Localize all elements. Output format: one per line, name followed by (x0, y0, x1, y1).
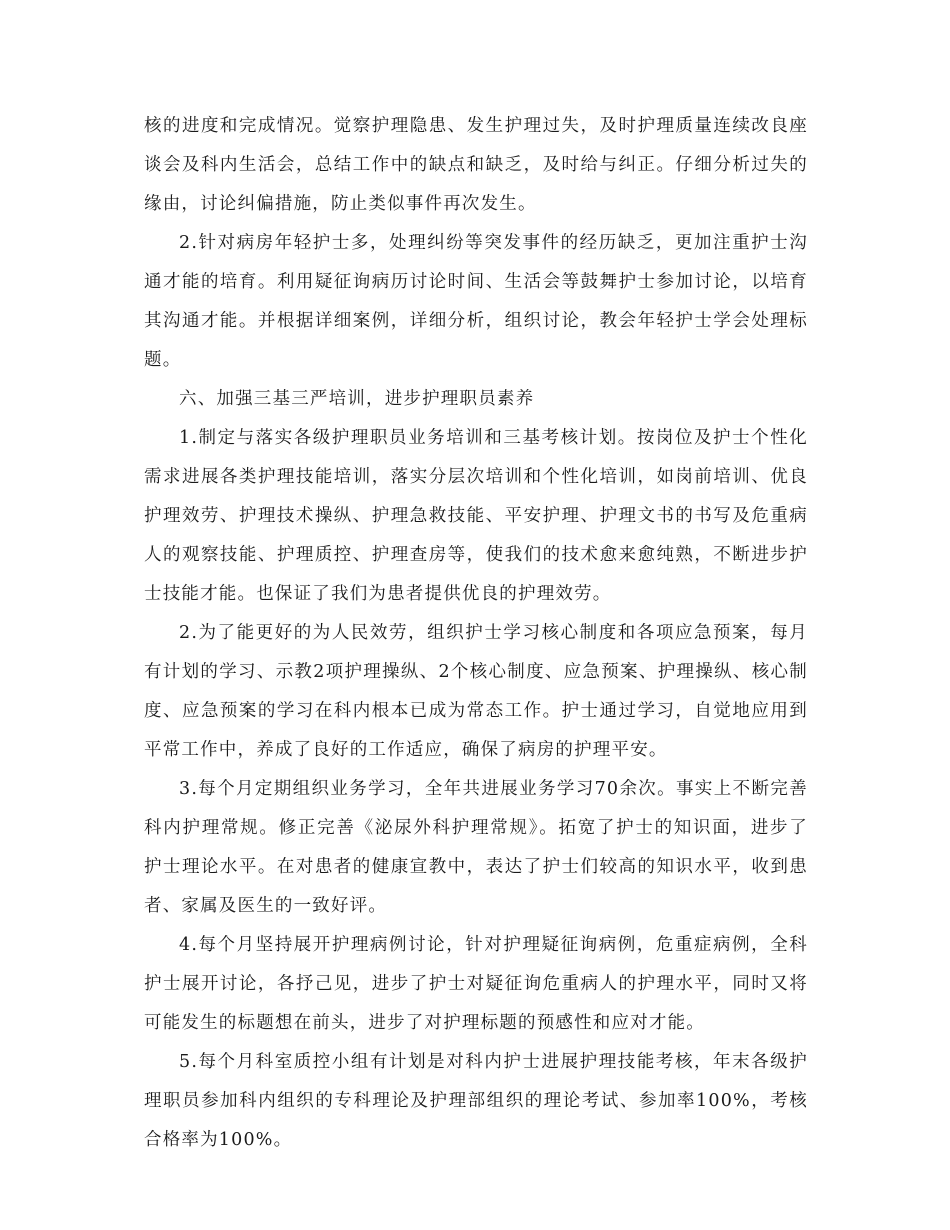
paragraph-item-3-business-study: 3.每个月定期组织业务学习，全年共进展业务学习70余次。事实上不断完善科内护理常规。修正完善《泌尿外科护理常规》。拓宽了护士的知识面，进步了护士理论水平。在对患者的健康宣教中，表达了护士们较高的知识水平，收到患者、家属及医生的一致好评。 (144, 779, 808, 916)
section-heading-six: 六、加强三基三严培训，进步护理职员素养 (179, 389, 535, 409)
paragraph-continuation: 核的进度和完成情况。觉察护理隐患、发生护理过失，及时护理质量连续改良座谈会及科内生活会，总结工作中的缺点和缺乏，及时给与纠正。仔细分析过失的缘由，讨论纠偏措施，防止类似事件再次发生。 (144, 116, 808, 214)
paragraph-item-1-training: 1.制定与落实各级护理职员业务培训和三基考核计划。按岗位及护士个性化需求进展各类护理技能培训，落实分层次培训和个性化培训，如岗前培训、优良护理效劳、护理技术操纵、护理急救技能、平安护理、护理文书的书写及危重病人的观察技能、护理质控、护理查房等，使我们的技术愈来愈纯熟，不断进步护士技能才能。也保证了我们为患者提供优良的护理效劳。 (144, 428, 808, 604)
paragraph-item-5-assessment: 5.每个月科室质控小组有计划是对科内护士进展护理技能考核，年末各级护理职员参加科内组织的专科理论及护理部组织的理论考试、参加率100%，考核合格率为100%。 (144, 1052, 808, 1150)
paragraph-item-2-communication: 2.针对病房年轻护士多，处理纠纷等突发事件的经历缺乏，更加注重护士沟通才能的培育。利用疑征询病历讨论时间、生活会等鼓舞护士参加讨论，以培育其沟通才能。并根据详细案例，详细分析，组织讨论，教会年轻护士学会处理标题。 (144, 233, 808, 370)
paragraph-item-4-case-discussion: 4.每个月坚持展开护理病例讨论，针对护理疑征询病例，危重症病例，全科护士展开讨论，各抒己见，进步了护士对疑征询危重病人的护理水平，同时又将可能发生的标题想在前头，进步了对护理标题的预感性和应对才能。 (144, 935, 808, 1033)
document-body (144, 107, 808, 1160)
paragraph-item-2-study: 2.为了能更好的为人民效劳，组织护士学习核心制度和各项应急预案，每月有计划的学习、示教2项护理操纵、2个核心制度、应急预案、护理操纵、核心制度、应急预案的学习在科内根本已成为常态工作。护士通过学习，自觉地应用到平常工作中，养成了良好的工作适应，确保了病房的护理平安。 (144, 623, 808, 760)
